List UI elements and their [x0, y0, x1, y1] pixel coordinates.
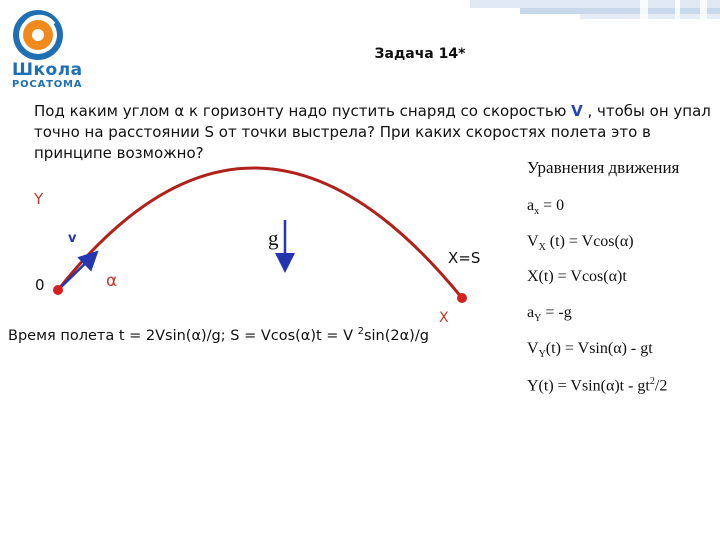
logo-text-rosatom: РОСАТОМА: [12, 79, 83, 90]
landing-label: X=S: [448, 249, 481, 267]
flight-time-sup: 2: [357, 326, 364, 337]
eq-ay-sub: Y: [534, 313, 542, 325]
eq-ay: [527, 304, 572, 324]
flight-time-part-a: Время полета t = 2Vsin(α)/g; S = Vcos(α)t = V: [8, 327, 358, 344]
x-axis-label: X: [439, 310, 449, 326]
eq-ax-sub: x: [534, 206, 540, 218]
eq-y: [527, 376, 667, 395]
launch-point: [53, 285, 63, 295]
eq-vx: [527, 233, 634, 253]
trajectory-curve: [58, 168, 462, 298]
eq-ax-pre: a: [527, 197, 535, 214]
eq-ay-post: = -g: [541, 304, 572, 321]
eq-ax: [527, 197, 564, 217]
flight-time-formula: [8, 326, 429, 344]
velocity-label: v: [68, 231, 77, 246]
eq-vx-post: (t) = Vcos(α): [545, 233, 634, 250]
problem-text-part1: Под каким углом α к горизонту надо пустить снаряд со скоростью: [34, 102, 572, 120]
gravity-label: g: [268, 226, 279, 250]
eq-ax-post: = 0: [539, 197, 565, 214]
landing-point: [457, 293, 467, 303]
eq-x: X(t) = Vcos(α)t: [527, 268, 627, 285]
eq-y-sup: 2: [649, 376, 655, 387]
velocity-symbol: V: [571, 102, 583, 120]
eq-y-pre: Y(t) = Vsin(α)t - gt: [527, 377, 650, 395]
eq-vy-sub: Y: [538, 349, 546, 361]
eq-vy: [527, 340, 653, 360]
velocity-arrow: [58, 254, 95, 290]
equations-heading: Уравнения движения: [527, 158, 680, 177]
eq-y-post: /2: [654, 377, 668, 395]
problem-text-part2: , чтобы он упал точно на расстоянии S от точки выстрела? При каких скоростях полета это в принципе возможно?: [34, 102, 711, 162]
eq-vy-pre: V: [527, 340, 539, 357]
eq-ay-pre: a: [527, 304, 535, 321]
eq-vx-pre: V: [527, 233, 539, 250]
flight-time-part-b: sin(2α)/g: [363, 327, 429, 344]
page-title: Задача 14*: [374, 46, 466, 62]
eq-vy-post: (t) = Vsin(α) - gt: [545, 340, 653, 357]
angle-label: α: [106, 271, 118, 291]
logo-text-school: Школа: [12, 60, 83, 80]
origin-label: 0: [35, 276, 45, 294]
eq-vx-sub: X: [538, 242, 546, 254]
y-axis-label: Y: [34, 190, 44, 208]
